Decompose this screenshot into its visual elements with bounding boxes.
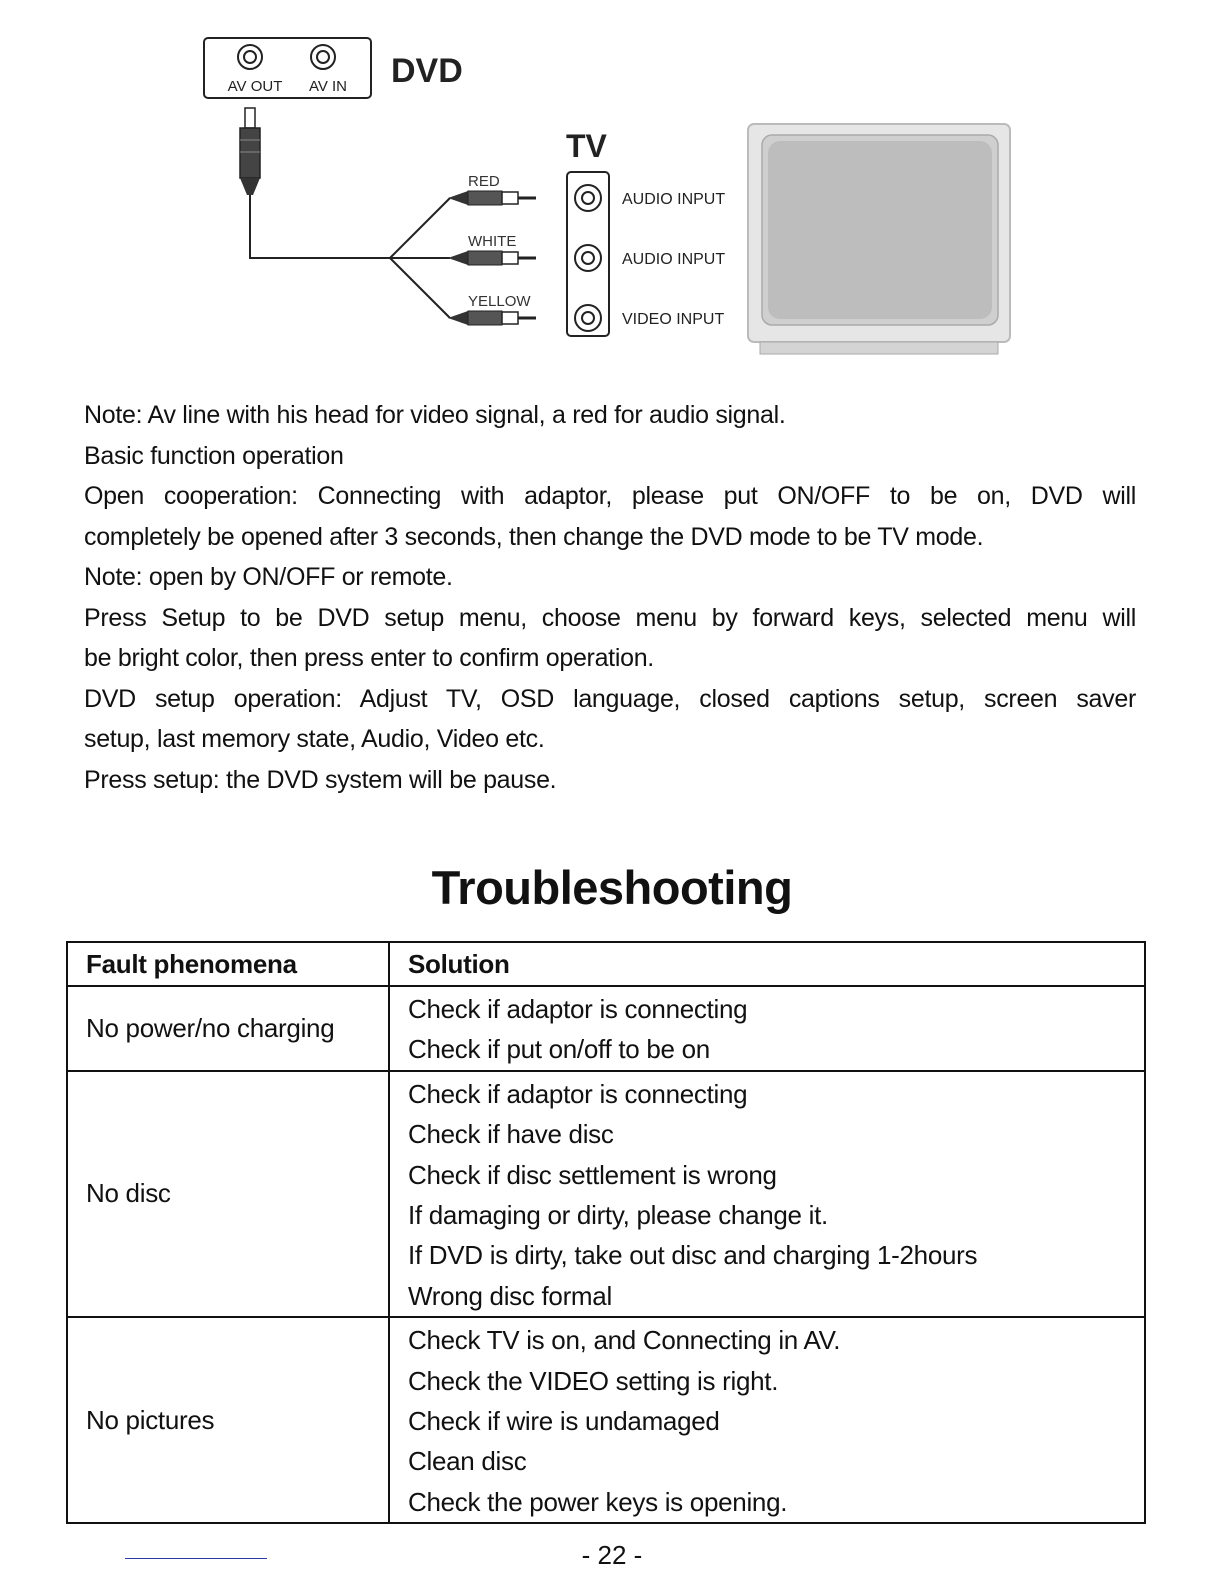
connection-diagram: [0, 0, 1224, 370]
solution-line: Check if adaptor is connecting: [408, 994, 748, 1024]
fault-cell: No disc: [67, 1071, 389, 1317]
press-setup-pause: Press setup: the DVD system will be pause.: [84, 765, 557, 794]
solution-line: Check if put on/off to be on: [408, 1034, 710, 1065]
table-row: [67, 1317, 1145, 1523]
solution-line: Check the power keys is opening.: [408, 1486, 788, 1517]
plug-label-white: WHITE: [468, 233, 517, 250]
dvd-setup-line-2: setup, last memory state, Audio, Video etc.: [84, 725, 545, 753]
press-setup-line-2: be bright color, then press enter to confirm operation.: [84, 644, 654, 672]
open-cooperation-line-2: completely be opened after 3 seconds, then change the DVD mode to be TV mode.: [84, 522, 984, 551]
header-solution: Solution: [389, 942, 1145, 986]
fault-cell: No power/no charging: [67, 986, 389, 1071]
note-av-line: Note: Av line with his head for video signal, a red for audio signal.: [84, 401, 786, 429]
tv-label: TV: [566, 128, 607, 164]
basic-function-heading: Basic function operation: [84, 441, 344, 470]
av-out-label: AV OUT: [227, 78, 283, 95]
solution-line: Check TV is on, and Connecting in AV.: [408, 1325, 841, 1356]
open-cooperation-line-1: Open cooperation: Connecting with adaptor, please put ON/OFF to be on, DVD will: [84, 482, 1136, 510]
troubleshooting-title: Troubleshooting: [431, 861, 793, 914]
tv-set-icon: [748, 124, 1010, 354]
rca-plug-yellow-icon: [448, 311, 536, 325]
press-setup-line-1: Press Setup to be DVD setup menu, choose menu by forward keys, selected menu will: [84, 603, 1136, 632]
solution-line: If damaging or dirty, please change it.: [408, 1199, 828, 1230]
solution-cell: [389, 1071, 1145, 1317]
solution-line: If DVD is dirty, take out disc and charging 1-2hours: [408, 1240, 978, 1271]
solution-line: Check if disc settlement is wrong: [408, 1159, 777, 1190]
dvd-label: DVD: [391, 52, 463, 90]
fault-cell: No pictures: [67, 1317, 389, 1523]
input-label-audio-1: AUDIO INPUT: [622, 191, 726, 208]
solution-line: Check if have disc: [408, 1119, 614, 1150]
table-row: [67, 1071, 1145, 1317]
plug-label-red: RED: [468, 173, 500, 190]
av-plug-icon: [240, 108, 260, 195]
rca-plug-red-icon: [448, 191, 536, 205]
solution-cell: [389, 986, 1145, 1071]
solution-line: Wrong disc formal: [408, 1280, 612, 1311]
solution-line: Clean disc: [408, 1446, 527, 1477]
solution-line: Check if adaptor is connecting: [408, 1078, 748, 1109]
page-number: - 22 -: [581, 1540, 643, 1570]
solution-line: Check if wire is undamaged: [408, 1405, 720, 1436]
input-label-video: VIDEO INPUT: [622, 311, 725, 328]
rca-plug-white-icon: [448, 251, 536, 265]
av-in-label: AV IN: [308, 78, 348, 95]
solution-line: Check the VIDEO setting is right.: [408, 1365, 779, 1396]
tv-jack-panel: [567, 172, 609, 336]
troubleshooting-table: [66, 941, 1146, 1524]
note-open: Note: open by ON/OFF or remote.: [84, 563, 453, 591]
table-header-row: [67, 942, 1145, 986]
dvd-jack-panel: [204, 38, 371, 98]
dvd-setup-line-1: DVD setup operation: Adjust TV, OSD language, closed captions setup, screen saver: [84, 684, 1136, 713]
solution-cell: [389, 1317, 1145, 1523]
header-fault: Fault phenomena: [67, 942, 389, 986]
plug-label-yellow: YELLOW: [468, 293, 531, 310]
instructions-text: [84, 395, 1136, 800]
table-row: [67, 986, 1145, 1071]
input-label-audio-2: AUDIO INPUT: [622, 251, 726, 268]
